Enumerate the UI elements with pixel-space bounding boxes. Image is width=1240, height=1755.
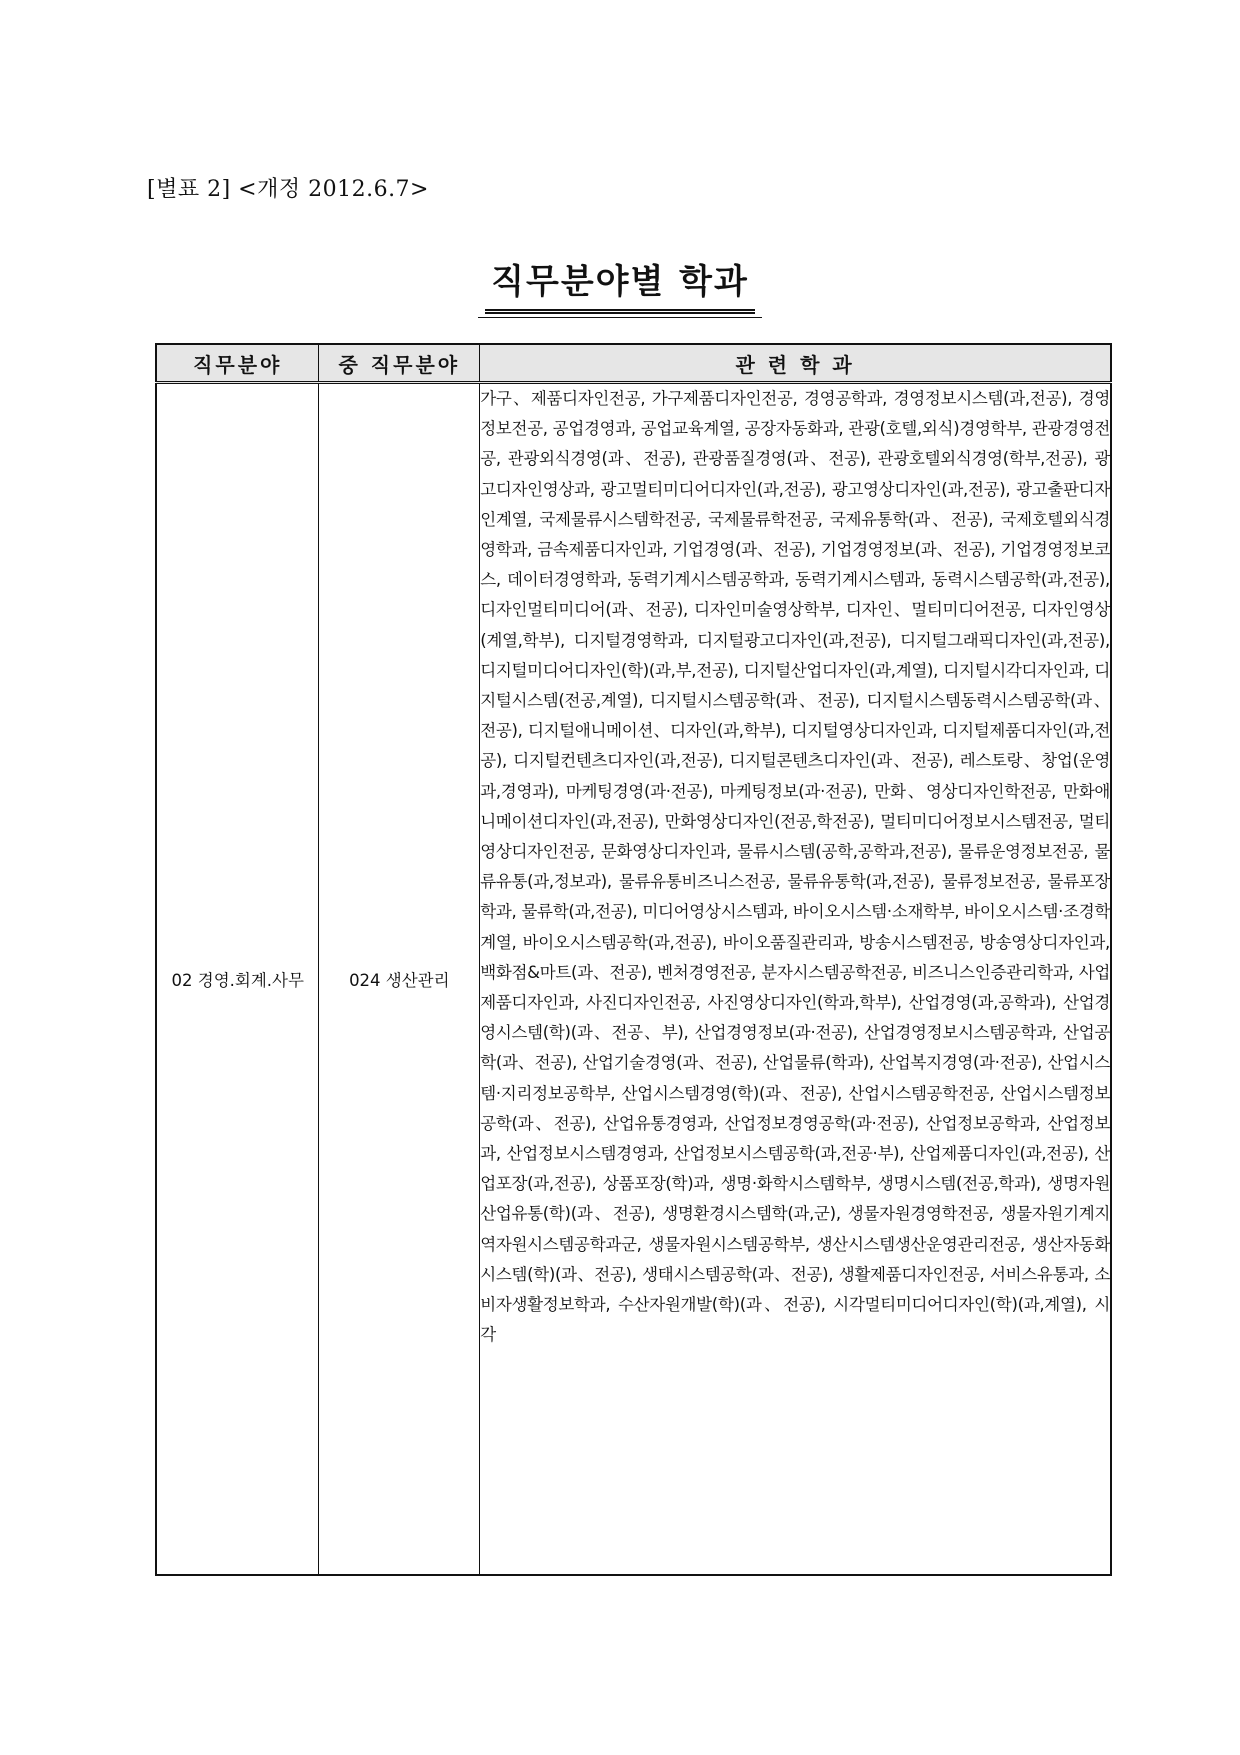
header-departments: 관 련 학 과 [480, 344, 1111, 383]
title-block [0, 254, 1240, 318]
page-title: 직무분야별 학과 [485, 254, 755, 314]
table-header-row [156, 344, 1111, 383]
departments-cell [480, 383, 1111, 1576]
annex-header-note: [별표 2] <개정 2012.6.7> [147, 177, 429, 202]
title-underline [478, 317, 762, 318]
department-table [155, 343, 1112, 1576]
table-row [156, 383, 1111, 1576]
header-subfield: 중 직무분야 [319, 344, 480, 383]
subfield-cell: 024 생산관리 [319, 383, 480, 1576]
field-cell: 02 경영.회계.사무 [156, 383, 319, 1576]
header-field: 직무분야 [156, 344, 319, 383]
departments-text: 가구、제품디자인전공, 가구제품디자인전공, 경영공학과, 경영정보시스템(과,전공), 경영정보전공, 공업경영과, 공업교육계열, 공장자동화과, 관광(호텔,외식)경영학부, 관광경영전공, 관광외식경영(과、전공), 관광품질경영(과、전공), 관광호텔외식경영(학부,전공), 광고디자인영상과, 광고멀티미디어디자인(과,전공), 광고영상디자인(과,전공), 광고출판디자인계열, 국제물류시스템학전공, 국제물류학전공, 국제유통학(과、전공), 국제호텔외식경영학과, 금속제품디자인과, 기업경영(과、전공), 기업경영정보(과、전공), 기업경영정보코스, 데이터경영학과, 동력기계시스템공학과, 동력기계시스템과, 동력시스템공학(과,전공), 디자인멀티미디어(과、전공), 디자인미술영상학부, 디자인、멀티미디어전공, 디자인영상(계열,학부), 디지털경영학과, 디지털광고디자인(과,전공), 디지털그래픽디자인(과,전공), 디지털미디어디자인(학)(과,부,전공), 디지털산업디자인(과,계열), 디지털시각디자인과, 디지털시스템(전공,계열), 디지털시스템공학(과、전공), 디지털시스템동력시스템공학(과、전공), 디지털애니메이션、디자인(과,학부), 디지털영상디자인과, 디지털제품디자인(과,전공), 디지털컨텐츠디자인(과,전공), 디지털콘텐츠디자인(과、전공), 레스토랑、창업(운영과,경영과), 마케팅경영(과·전공), 마케팅정보(과·전공), 만화、영상디자인학전공, 만화애니메이션디자인(과,전공), 만화영상디자인(전공,학전공), 멀티미디어정보시스템전공, 멀티영상디자인전공, 문화영상디자인과, 물류시스템(공학,공학과,전공), 물류운영정보전공, 물류유통(과,정보과), 물류유통비즈니스전공, 물류유통학(과,전공), 물류정보전공, 물류포장학과, 물류학(과,전공), 미디어영상시스템과, 바이오시스템·소재학부, 바이오시스템·조경학계열, 바이오시스템공학(과,전공), 바이오품질관리과, 방송시스템전공, 방송영상디자인과, 백화점&마트(과、전공), 벤처경영전공, 분자시스템공학전공, 비즈니스인증관리학과, 사업제품디자인과, 사진디자인전공, 사진영상디자인(학과,학부), 산업경영(과,공학과), 산업경영시스템(학)(과、전공、부), 산업경영정보(과·전공), 산업경영정보시스템공학과, 산업공학(과、전공), 산업기술경영(과、전공), 산업물류(학과), 산업복지경영(과·전공), 산업시스템·지리정보공학부, 산업시스템경영(학)(과、전공), 산업시스템공학전공, 산업시스템정보공학(과、전공), 산업유통경영과, 산업정보경영공학(과·전공), 산업정보공학과, 산업정보과, 산업정보시스템경영과, 산업정보시스템공학(과,전공·부), 산업제품디자인(과,전공), 산업포장(과,전공), 상품포장(학)과, 생명·화학시스템학부, 생명시스템(전공,학과), 생명자원산업유통(학)(과、전공), 생명환경시스템학(과,군), 생물자원경영학전공, 생물자원기계지역자원시스템공학과군, 생물자원시스템공학부, 생산시스템생산운영관리전공, 생산자동화시스템(학)(과、전공), 생태시스템공학(과、전공), 생활제품디자인전공, 서비스유통과, 소비자생활정보학과, 수산자원개발(학)(과、전공), 시각멀티미디어디자인(학)(과,계열), 시각 [480, 389, 1110, 1345]
